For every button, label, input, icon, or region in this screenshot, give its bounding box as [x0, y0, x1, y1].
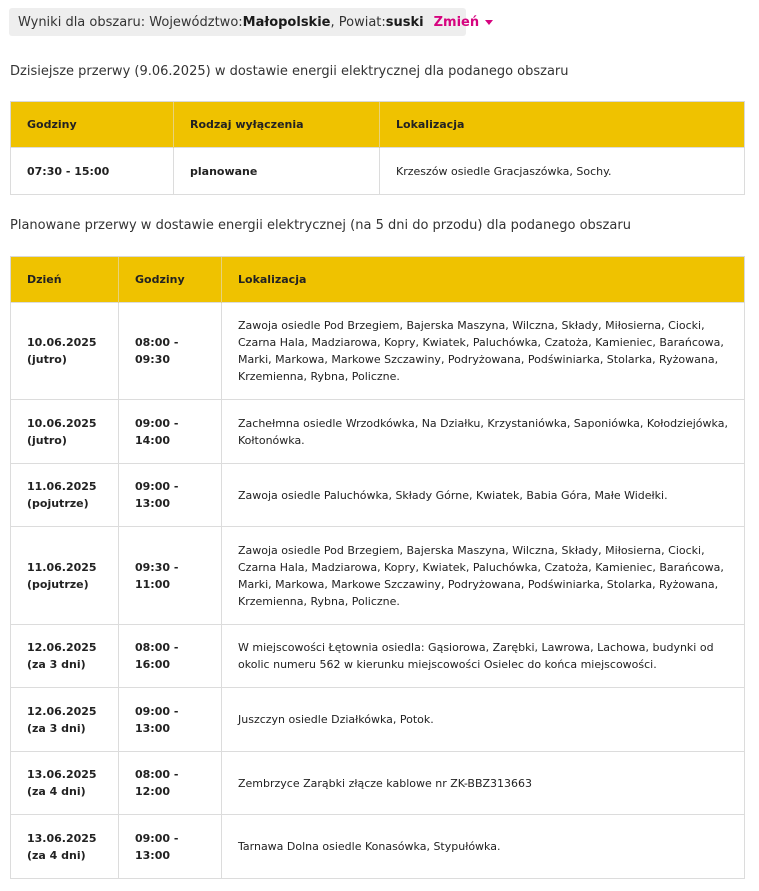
- change-area-button[interactable]: [434, 15, 494, 30]
- filter-mid: , Powiat:: [330, 14, 386, 30]
- cell-type: planowane: [174, 148, 380, 195]
- cell-date: 10.06.2025: [27, 336, 97, 349]
- table-row: [11, 688, 745, 752]
- filter-voivodeship: Małopolskie: [242, 14, 331, 30]
- cell-day: [11, 400, 119, 464]
- table-row: [11, 625, 745, 688]
- header-location: Lokalizacja: [380, 102, 745, 148]
- cell-hours: 08:00 - 16:00: [119, 625, 222, 688]
- cell-date: 12.06.2025: [27, 704, 97, 718]
- table-header-row: [11, 257, 745, 303]
- cell-location: Zawoja osiedle Pod Brzegiem, Bajerska Maszyna, Wilczna, Składy, Miłosierna, Ciocki, Czarna Hala, Madziarowa, Kopry, Kwiatek, Paluchówka, Czatoża, Kamieniec, Barańcowa, Marki, Markowa, Markowe Szczawiny, Podryżowana, Podświniarka, Stolarka, Ryżowana, Krzemienna, Rybna, Policzne.: [222, 527, 745, 625]
- change-area-label[interactable]: Zmień: [433, 14, 480, 30]
- caret-down-icon[interactable]: [485, 20, 493, 25]
- cell-location: Juszczyn osiedle Działkówka, Potok.: [222, 688, 745, 752]
- cell-date: 13.06.2025: [27, 768, 97, 781]
- cell-location: Zawoja osiedle Pod Brzegiem, Bajerska Maszyna, Wilczna, Składy, Miłosierna, Ciocki, Czarna Hala, Madziarowa, Kopry, Kwiatek, Paluchówka, Czatoża, Kamieniec, Barańcowa, Marki, Markowa, Markowe Szczawiny, Podryżowana, Podświniarka, Stolarka, Ryżowana, Krzemienna, Rybna, Policzne.: [222, 303, 745, 400]
- cell-day: [11, 688, 119, 752]
- cell-hours: 09:00 - 13:00: [119, 464, 222, 527]
- filter-prefix: Wyniki dla obszaru: Województwo:: [18, 14, 243, 30]
- header-day: Dzień: [11, 257, 119, 303]
- today-outages-table: [10, 101, 745, 195]
- cell-date: 11.06.2025: [27, 560, 97, 574]
- table-row: [11, 815, 745, 879]
- header-hours: Godziny: [119, 257, 222, 303]
- table-row: [11, 752, 745, 815]
- cell-hours: 08:00 - 09:30: [119, 303, 222, 400]
- header-hours: Godziny: [11, 102, 174, 148]
- cell-day: [11, 625, 119, 688]
- cell-day: [11, 464, 119, 527]
- cell-day: [11, 752, 119, 815]
- cell-location: Zachełmna osiedle Wrzodkówka, Na Działku, Krzystaniówka, Saponiówka, Kołodziejówka, Kołtonówka.: [222, 400, 745, 464]
- cell-relative-day: (za 3 dni): [27, 658, 86, 671]
- header-location: Lokalizacja: [222, 257, 745, 303]
- cell-day: [11, 527, 119, 625]
- cell-relative-day: (jutro): [27, 433, 67, 447]
- cell-location: W miejscowości Łętownia osiedla: Gąsiorowa, Zarębki, Lawrowa, Lachowa, budynki od okolic numeru 562 w kierunku miejscowości Osielec do końca miejscowości.: [222, 625, 745, 688]
- cell-date: 11.06.2025: [27, 480, 97, 493]
- area-filter-bar: [9, 8, 480, 36]
- cell-location: Tarnawa Dolna osiedle Konasówka, Stypułówka.: [222, 815, 745, 879]
- cell-relative-day: (za 3 dni): [27, 721, 86, 735]
- cell-day: [11, 815, 119, 879]
- filter-county: suski: [385, 14, 424, 30]
- cell-location: Krzeszów osiedle Gracjaszówka, Sochy.: [380, 148, 745, 195]
- cell-relative-day: (pojutrze): [27, 497, 89, 510]
- cell-relative-day: (za 4 dni): [27, 785, 86, 798]
- cell-date: 10.06.2025: [27, 416, 97, 430]
- table-row: [11, 400, 745, 464]
- table-row: [11, 148, 745, 195]
- cell-date: 13.06.2025: [27, 831, 97, 845]
- table-row: [11, 303, 745, 400]
- cell-location: Zembrzyce Zarąbki złącze kablowe nr ZK-BBZ313663: [222, 752, 745, 815]
- header-type: Rodzaj wyłączenia: [174, 102, 380, 148]
- cell-hours: 09:00 - 13:00: [119, 688, 222, 752]
- planned-section-title: Planowane przerwy w dostawie energii elektrycznej (na 5 dni do przodu) dla podanego obszaru: [10, 218, 631, 233]
- table-row: [11, 527, 745, 625]
- cell-relative-day: (pojutrze): [27, 577, 89, 591]
- cell-hours: 08:00 - 12:00: [119, 752, 222, 815]
- cell-location: Zawoja osiedle Paluchówka, Składy Górne, Kwiatek, Babia Góra, Małe Widełki.: [222, 464, 745, 527]
- cell-hours: 07:30 - 15:00: [11, 148, 174, 195]
- cell-relative-day: (jutro): [27, 353, 67, 366]
- table-header-row: [11, 102, 745, 148]
- today-section-title: Dzisiejsze przerwy (9.06.2025) w dostawie energii elektrycznej dla podanego obszaru: [10, 64, 569, 79]
- cell-hours: 09:00 - 13:00: [119, 815, 222, 879]
- table-row: [11, 464, 745, 527]
- cell-hours: 09:00 - 14:00: [119, 400, 222, 464]
- planned-outages-table: [10, 256, 745, 879]
- cell-day: [11, 303, 119, 400]
- cell-hours: 09:30 - 11:00: [119, 527, 222, 625]
- cell-date: 12.06.2025: [27, 641, 97, 654]
- cell-relative-day: (za 4 dni): [27, 848, 86, 862]
